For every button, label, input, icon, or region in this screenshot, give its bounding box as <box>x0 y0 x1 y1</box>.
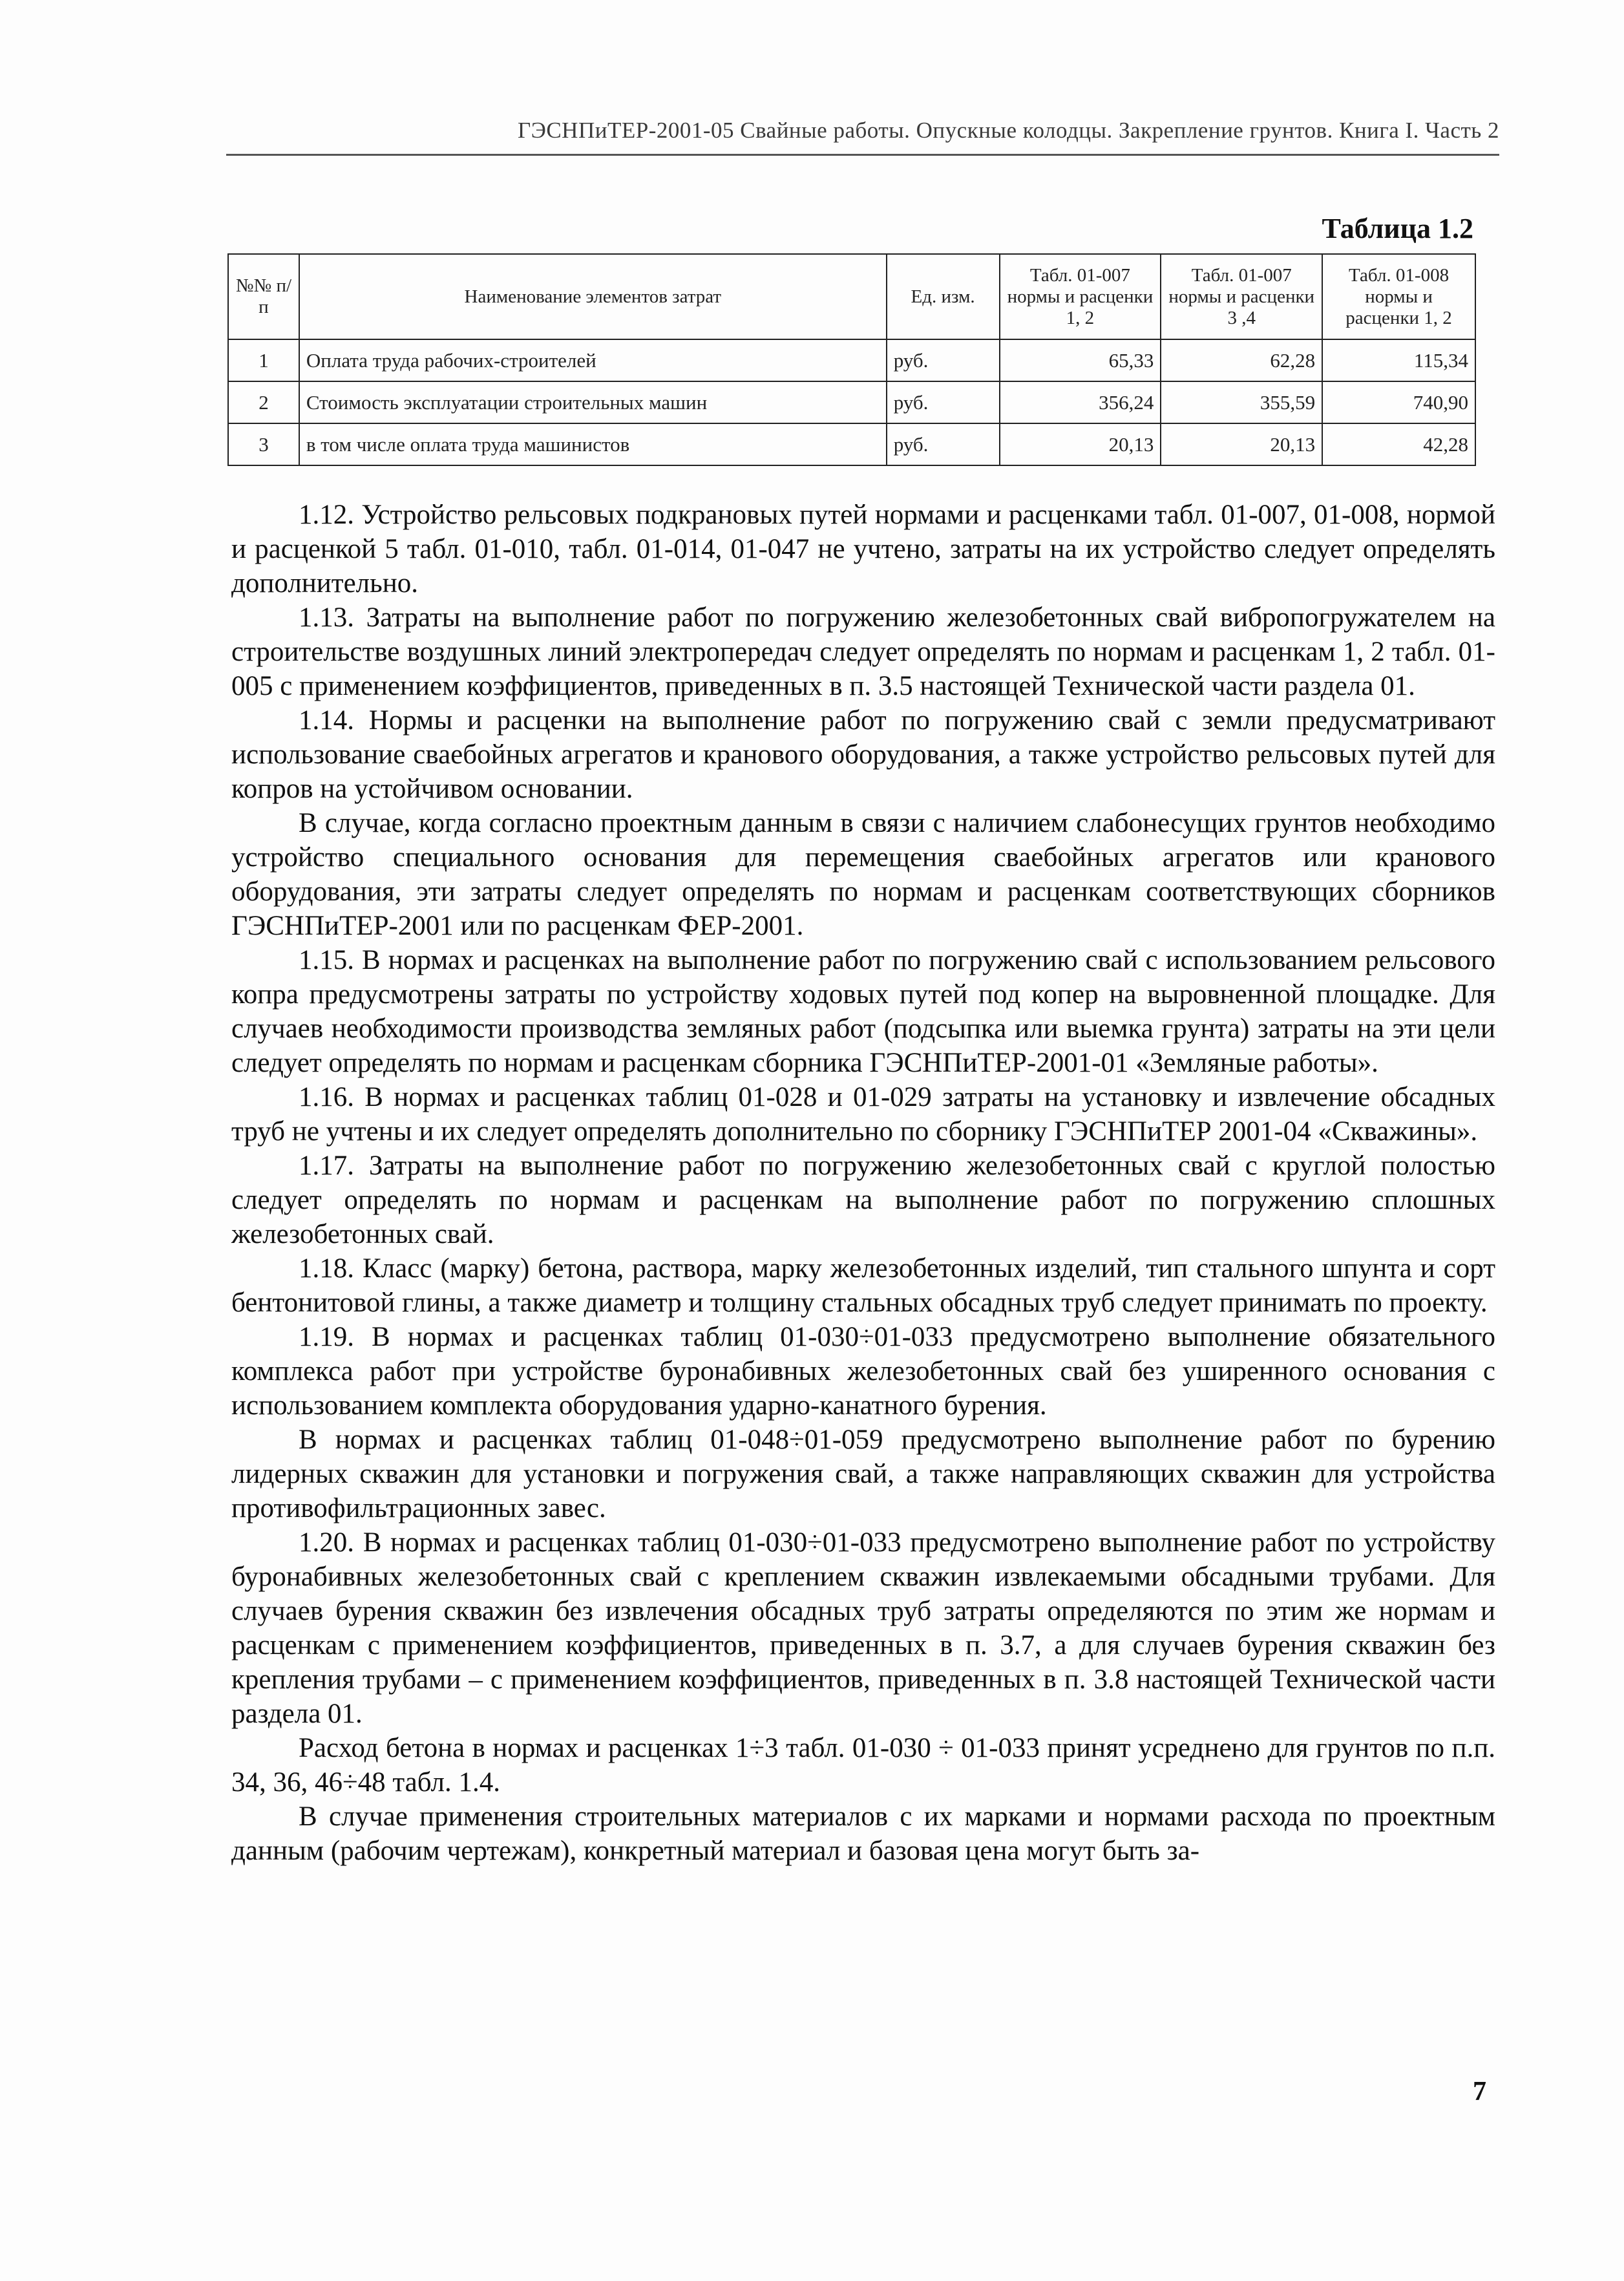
running-header: ГЭСНПиТЕР-2001-05 Свайные работы. Опускные колодцы. Закрепление грунтов. Книга I. Часть 2 <box>518 118 1499 143</box>
row-number: 2 <box>228 381 299 423</box>
row-number: 1 <box>228 339 299 381</box>
cost-table <box>227 253 1476 466</box>
column-header-unit: Ед. изм. <box>887 254 1000 339</box>
row-value-2: 62,28 <box>1161 339 1322 381</box>
table-row <box>228 339 1475 381</box>
column-header-table-008-1-2: Табл. 01-008 нормы и расценки 1, 2 <box>1322 254 1475 339</box>
row-name: Стоимость эксплуатации строительных машин <box>299 381 887 423</box>
row-name: в том числе оплата труда машинистов <box>299 423 887 465</box>
row-value-1: 356,24 <box>1000 381 1161 423</box>
row-unit: руб. <box>887 381 1000 423</box>
paragraph-1-16: 1.16. В нормах и расценках таблиц 01-028 и 01-029 затраты на установку и извлечение обсадных труб не учтены и их следует определять дополнительно по сборнику ГЭСНПиТЕР 2001-04 «Скважины». <box>231 1082 1495 1147</box>
row-unit: руб. <box>887 423 1000 465</box>
paragraph-materials: В случае применения строительных материалов с их марками и нормами расхода по проектным данным (рабочим чертежам), конкретный материал и базовая цена могут быть за- <box>231 1801 1495 1866</box>
paragraph-1-19: 1.19. В нормах и расценках таблиц 01-030÷01-033 предусмотрено выполнение обязательного комплекса работ при устройстве буронабивных железобетонных свай без уширенного основания с использованием комплекта оборудования ударно-канатного бурения. <box>231 1322 1495 1421</box>
row-value-1: 65,33 <box>1000 339 1161 381</box>
column-header-table-007-3-4: Табл. 01-007 нормы и расценки 3 ,4 <box>1161 254 1322 339</box>
paragraph-1-14: 1.14. Нормы и расценки на выполнение работ по погружению свай с земли предусматривают использование сваебойных агрегатов и кранового оборудования, а также устройство рельсовых путей для копров на устойчивом основании. <box>231 705 1495 804</box>
row-value-1: 20,13 <box>1000 423 1161 465</box>
table-caption: Таблица 1.2 <box>1322 213 1473 244</box>
paragraph-1-14-cont: В случае, когда согласно проектным данным в связи с наличием слабонесущих грунтов необходимо устройство специального основания для перемещения сваебойных агрегатов или кранового оборудования, эти затраты следует определять по нормам и расценкам соответствующих сборников ГЭСНПиТЕР-2001 или по расценкам ФЕР-2001. <box>231 808 1495 941</box>
row-value-2: 355,59 <box>1161 381 1322 423</box>
paragraph-1-12: 1.12. Устройство рельсовых подкрановых путей нормами и расценками табл. 01-007, 01-008, нормой и расценкой 5 табл. 01-010, табл. 01-014, 01-047 не учтено, затраты на их устройство следует определять дополнительно. <box>231 500 1495 599</box>
row-number: 3 <box>228 423 299 465</box>
row-value-3: 115,34 <box>1322 339 1475 381</box>
page-number: 7 <box>1473 2077 1486 2106</box>
table-row <box>228 423 1475 465</box>
body-text <box>231 498 1495 1868</box>
paragraph-1-17: 1.17. Затраты на выполнение работ по погружению железобетонных свай с круглой полостью следует определять по нормам и расценкам на выполнение работ по погружению сплошных железобетонных свай. <box>231 1151 1495 1249</box>
paragraph-1-18: 1.18. Класс (марку) бетона, раствора, марку железобетонных изделий, тип стального шпунта и сорт бентонитовой глины, а также диаметр и толщину стальных обсадных труб следует принимать по проекту. <box>231 1253 1495 1318</box>
row-unit: руб. <box>887 339 1000 381</box>
paragraph-1-13: 1.13. Затраты на выполнение работ по погружению железобетонных свай вибропогружателем на строительстве воздушных линий электропередач следует определять по нормам и расценкам 1, 2 табл. 01-005 с применением коэффициентов, приведенных в п. 3.5 настоящей Технической части раздела 01. <box>231 602 1495 701</box>
paragraph-1-15: 1.15. В нормах и расценках на выполнение работ по погружению свай с использованием рельсового копра предусмотрены затраты по устройству ходовых путей под копер на выровненной площадке. Для случаев необходимости производства земляных работ (подсыпка или выемка грунта) затраты на эти цели следует определять по нормам и расценкам сборника ГЭСНПиТЕР-2001-01 «Земляные работы». <box>231 945 1495 1078</box>
table-header-row <box>228 254 1475 339</box>
row-value-2: 20,13 <box>1161 423 1322 465</box>
column-header-table-007-1-2: Табл. 01-007 нормы и расценки 1, 2 <box>1000 254 1161 339</box>
row-value-3: 42,28 <box>1322 423 1475 465</box>
column-header-num: №№ п/п <box>228 254 299 339</box>
header-divider <box>226 154 1499 156</box>
paragraph-1-19-cont: В нормах и расценках таблиц 01-048÷01-059 предусмотрено выполнение работ по бурению лидерных скважин для установки и погружения свай, а также направляющих скважин для устройства противофильтрационных завес. <box>231 1425 1495 1523</box>
paragraph-concrete: Расход бетона в нормах и расценках 1÷3 табл. 01-030 ÷ 01-033 принят усреднено для грунтов по п.п. 34, 36, 46÷48 табл. 1.4. <box>231 1733 1495 1798</box>
row-name: Оплата труда рабочих-строителей <box>299 339 887 381</box>
paragraph-1-20: 1.20. В нормах и расценках таблиц 01-030÷01-033 предусмотрено выполнение работ по устройству буронабивных железобетонных свай с креплением скважин извлекаемыми обсадными трубами. Для случаев бурения скважин без извлечения обсадных труб затраты определяются по этим же нормам и расценкам с применением коэффициентов, приведенных в п. 3.7, а для случаев бурения скважин без крепления трубами – с применением коэффициентов, приведенных в п. 3.8 настоящей Технической части раздела 01. <box>231 1527 1495 1729</box>
column-header-name: Наименование элементов затрат <box>299 254 887 339</box>
table-row <box>228 381 1475 423</box>
row-value-3: 740,90 <box>1322 381 1475 423</box>
